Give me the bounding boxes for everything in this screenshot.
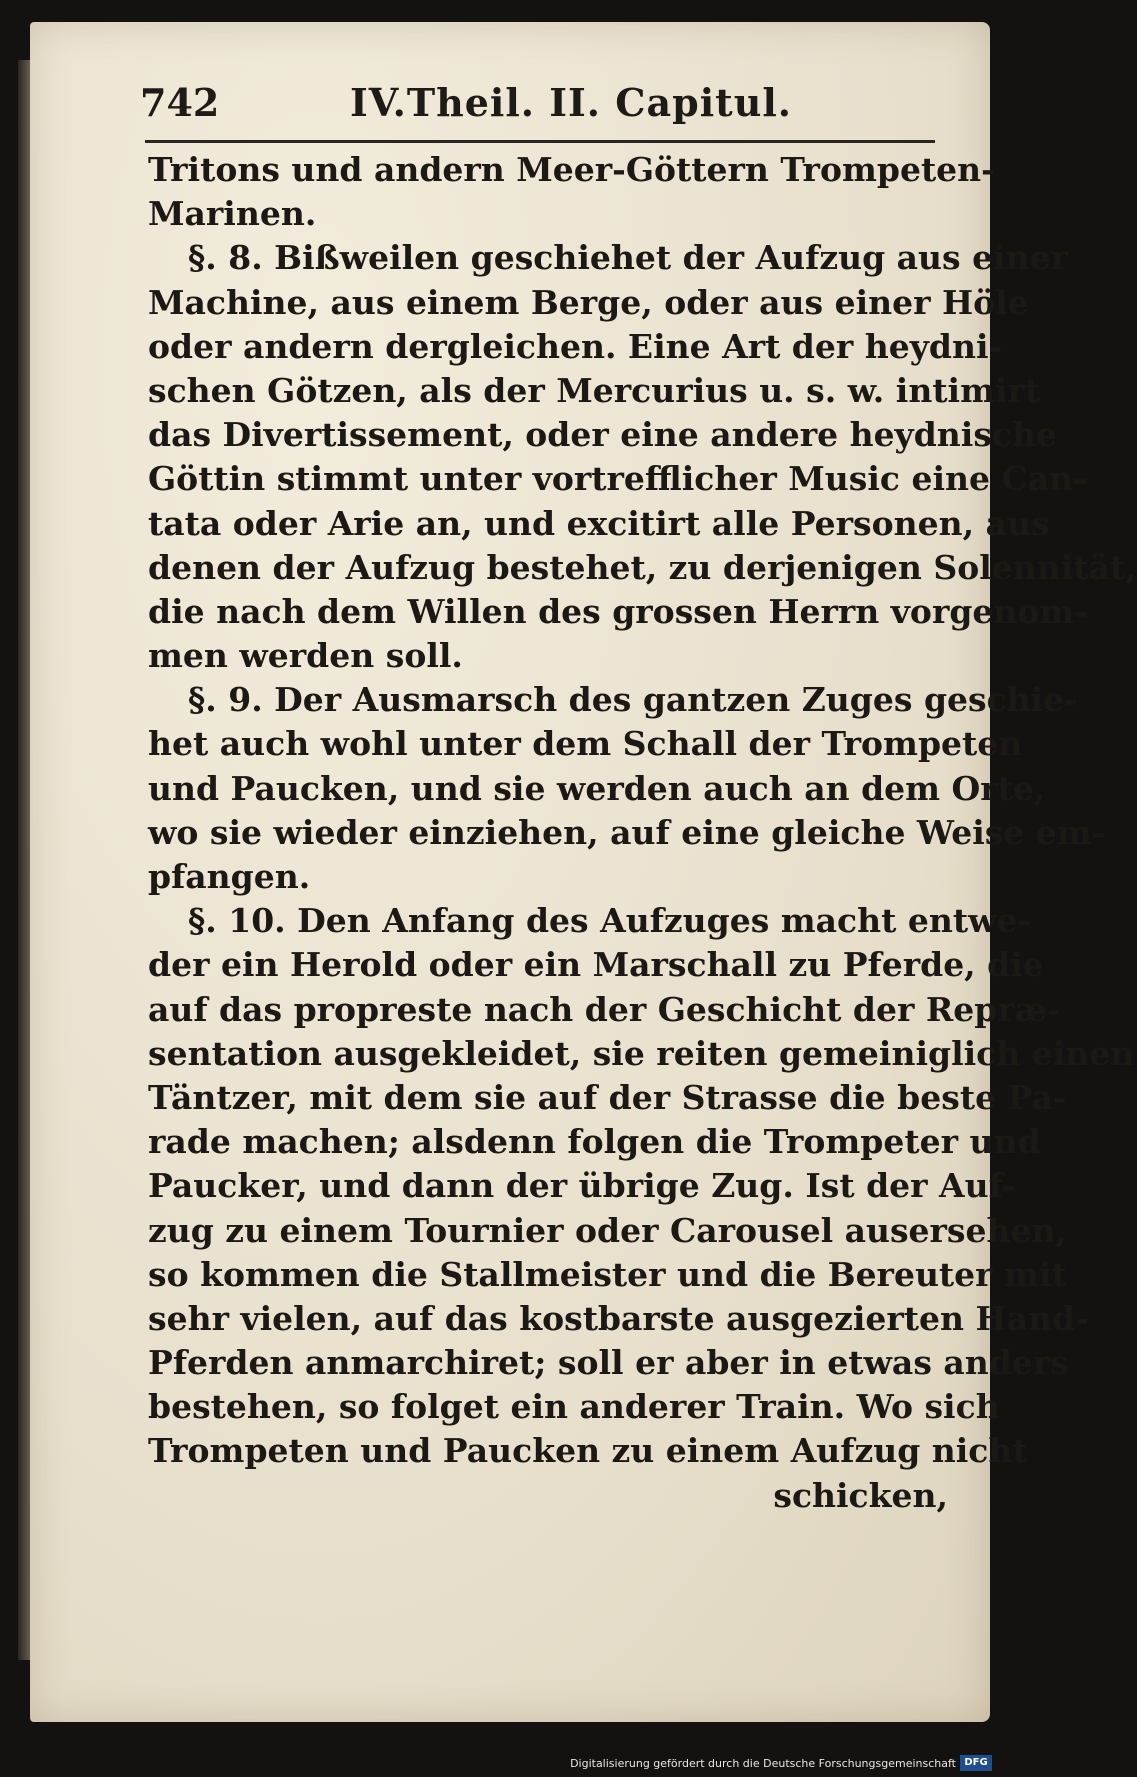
text-line: Marinen. — [148, 194, 317, 234]
text-line: der ein Herold oder ein Marschall zu Pferde, die — [148, 945, 1044, 985]
text-line: Pferden anmarchiret; soll er aber in etwas anders — [148, 1343, 1069, 1383]
body-text — [148, 148, 1137, 1518]
header-rule — [145, 140, 935, 143]
text-line: Machine, aus einem Berge, oder aus einer Höle — [148, 282, 1029, 322]
text-line: Trompeten und Paucken zu einem Aufzug nicht — [148, 1431, 1028, 1471]
running-head: IV.Theil. II. Capitul. — [350, 80, 792, 125]
text-line: schen Götzen, als der Mercurius u. s. w. intimirt — [148, 370, 1041, 410]
text-line: men werden soll. — [148, 636, 463, 676]
text-line: Tritons und andern Meer-Göttern Trompeten- — [148, 150, 995, 189]
text-line: und Paucken, und sie werden auch an dem Orte, — [148, 768, 1046, 808]
text-line: sentation ausgekleidet, sie reiten gemeiniglich einen — [148, 1033, 1135, 1073]
page-number: 742 — [140, 80, 220, 125]
text-line: auf das propreste nach der Geschicht der Repræ- — [148, 989, 1061, 1029]
text-line: bestehen, so folget ein anderer Train. Wo sich — [148, 1387, 1000, 1427]
text-line: rade machen; alsdenn folgen die Trompeter und — [148, 1122, 1041, 1162]
text-line: Paucker, und dann der übrige Zug. Ist der Auf- — [148, 1166, 1016, 1206]
text-line: het auch wohl unter dem Schall der Trompeten — [148, 724, 1023, 764]
dfg-logo: DFG — [960, 1755, 992, 1771]
text-line: oder andern dergleichen. Eine Art der heydni- — [148, 326, 1003, 366]
text-line: pfangen. — [148, 857, 311, 896]
text-line: tata oder Arie an, und excitirt alle Personen, aus — [148, 503, 1050, 543]
text-line: das Divertissement, oder eine andere heydnische — [148, 415, 1057, 455]
text-line: wo sie wieder einziehen, auf eine gleiche Weise em- — [148, 812, 1106, 852]
text-line: sehr vielen, auf das kostbarste ausgezierten Hand- — [148, 1298, 1089, 1338]
text-line: denen der Aufzug bestehet, zu derjenigen Solennität, — [148, 547, 1137, 587]
text-line: §. 10. Den Anfang des Aufzuges macht entwe- — [188, 901, 1032, 941]
text-line: §. 9. Der Ausmarsch des gantzen Zuges geschie- — [188, 680, 1078, 720]
text-line: die nach dem Willen des grossen Herrn vorgenom- — [148, 591, 1089, 631]
funding-credit: Digitalisierung gefördert durch die Deutsche Forschungsgemeinschaft — [570, 1757, 956, 1770]
text-line: so kommen die Stallmeister und die Bereuter mit — [148, 1254, 1067, 1294]
page-header — [140, 80, 940, 140]
text-line: zug zu einem Tournier oder Carousel ausersehen, — [148, 1210, 1067, 1250]
text-line: schicken, — [773, 1475, 948, 1515]
text-line: Täntzer, mit dem sie auf der Strasse die beste Pa- — [148, 1077, 1067, 1117]
text-line: §. 8. Bißweilen geschiehet der Aufzug aus einer — [188, 238, 1068, 278]
text-line: Göttin stimmt unter vortrefflicher Music eine Can- — [148, 459, 1087, 499]
